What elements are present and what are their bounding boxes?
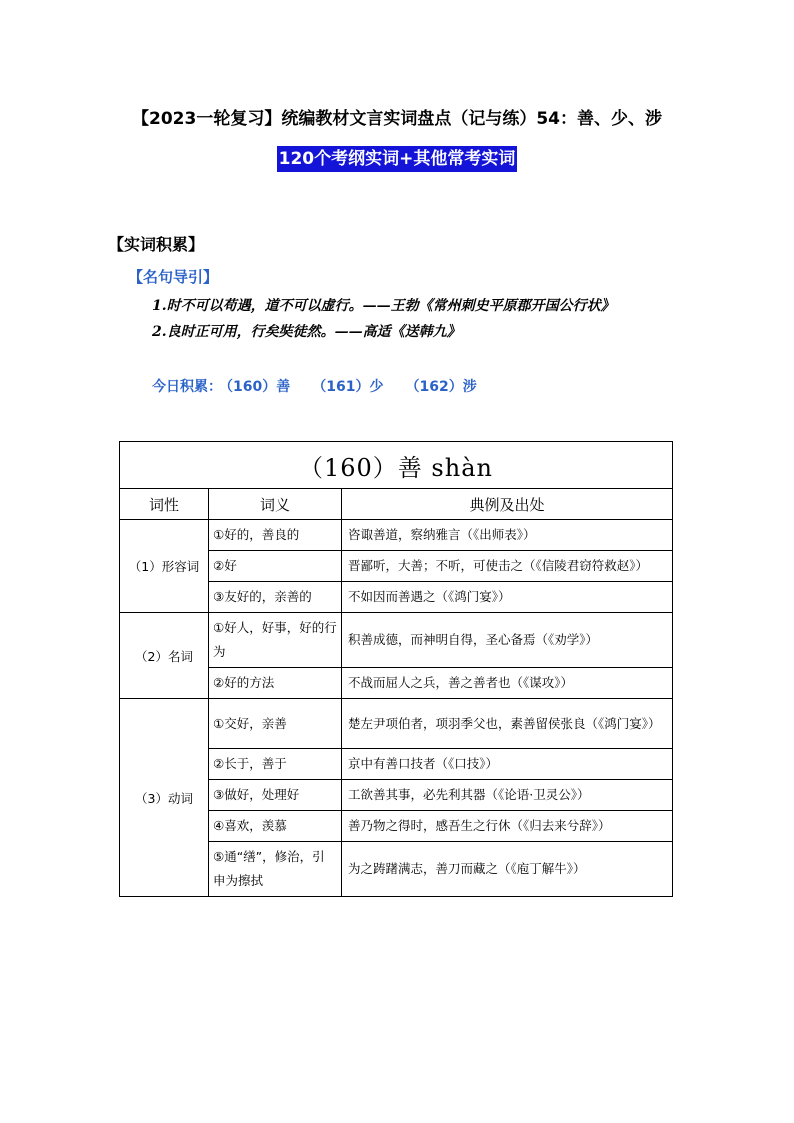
quote-2: 2.良时正可用，行矣奘徒然。——高适《送韩九》 (152, 324, 461, 340)
quote-1: 1.时不可以苟遇，道不可以虚行。——王勃《常州刺史平原郡开国公行状》 (152, 298, 615, 314)
example-cell: 晋鄙听，大善；不听，可使击之（《信陵君窃符救赵》） (342, 551, 673, 582)
meaning-cell: ②好 (209, 551, 342, 582)
meaning-cell: ①交好，亲善 (209, 699, 342, 749)
example-cell: 善乃物之得时，感吾生之行休（《归去来兮辞》） (342, 811, 673, 842)
meaning-cell: ⑤通“缮”，修治，引申为擦拭 (209, 842, 342, 897)
word-table (119, 441, 673, 897)
document-subtitle: 120个考纲实词+其他常考实词 (277, 146, 518, 172)
example-cell: 不如因而善遇之（《鸿门宴》） (342, 582, 673, 613)
example-cell: 为之踌躇满志，善刀而藏之（《庖丁解牛》） (342, 842, 673, 897)
meaning-cell: ③友好的，亲善的 (209, 582, 342, 613)
example-cell: 不战而屈人之兵，善之善者也（《谋攻》） (342, 668, 673, 699)
meaning-cell: ③做好，处理好 (209, 780, 342, 811)
subtitle-wrap (0, 146, 794, 172)
today-accumulation (152, 376, 499, 396)
today-item-160: （160）善 (226, 379, 291, 395)
meaning-cell: ④喜欢，羡慕 (209, 811, 342, 842)
today-item-162: （162）涉 (405, 379, 477, 395)
example-cell: 楚左尹项伯者，项羽季父也，素善留侯张良（《鸿门宴》） (342, 699, 673, 749)
section-heading: 【实词积累】 (108, 235, 205, 254)
column-header-example: 典例及出处 (342, 489, 673, 520)
example-cell: 咨诹善道，察纳雅言（《出师表》） (342, 520, 673, 551)
document-title: 【2023一轮复习】统编教材文言实词盘点（记与练）54：善、少、涉 (132, 109, 662, 129)
meaning-cell: ①好人，好事，好的行为 (209, 613, 342, 668)
subsection-heading: 【名句导引】 (128, 268, 219, 286)
pos-cell: （2）名词 (120, 613, 209, 699)
example-cell: 积善成德，而神明自得，圣心备焉（《劝学》） (342, 613, 673, 668)
meaning-cell: ②长于，善于 (209, 749, 342, 780)
table-heading-row (120, 442, 673, 489)
pos-cell: （1）形容词 (120, 520, 209, 613)
table-heading: （160）善 shàn (120, 442, 673, 489)
table-column-header-row (120, 489, 673, 520)
example-cell: 工欲善其事，必先利其器（《论语·卫灵公》） (342, 780, 673, 811)
table-row (120, 520, 673, 551)
today-item-161: （161）少 (312, 379, 384, 395)
meaning-cell: ①好的，善良的 (209, 520, 342, 551)
meaning-cell: ②好的方法 (209, 668, 342, 699)
table-row (120, 699, 673, 749)
pos-cell: （3）动词 (120, 699, 209, 897)
example-cell: 京中有善口技者（《口技》） (342, 749, 673, 780)
table-row (120, 613, 673, 668)
today-label: 今日积累： (152, 379, 222, 395)
column-header-meaning: 词义 (209, 489, 342, 520)
column-header-pos: 词性 (120, 489, 209, 520)
